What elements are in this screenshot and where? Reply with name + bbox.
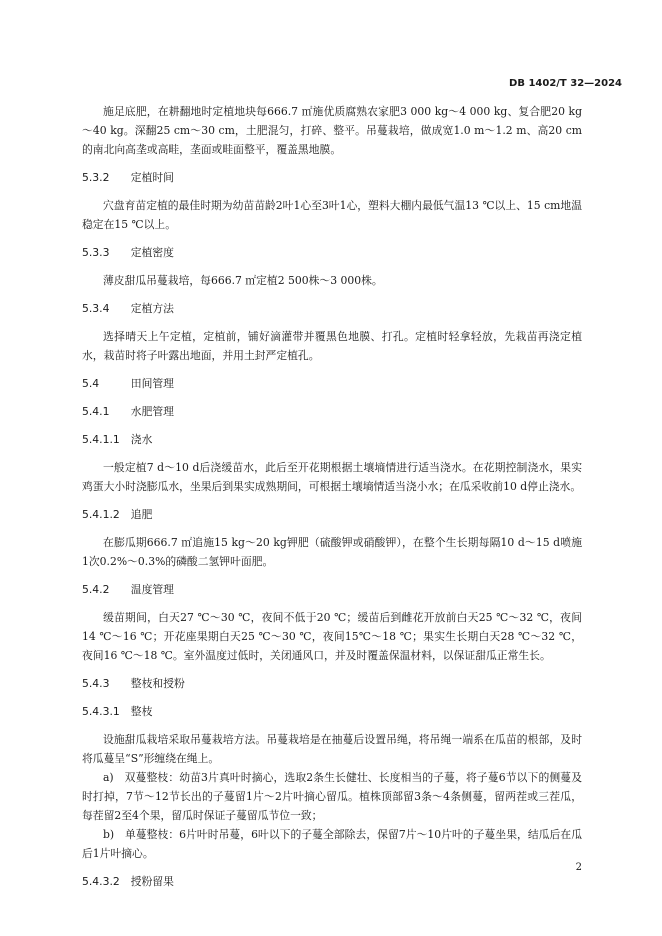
section-title: 温度管理 <box>130 583 174 596</box>
section-title: 浇水 <box>130 433 153 446</box>
section-number: 5.4.1 <box>82 405 110 418</box>
section-heading <box>82 580 582 599</box>
page-number: 2 <box>575 862 582 873</box>
section-heading <box>82 872 582 891</box>
section-heading <box>82 674 582 693</box>
section-heading <box>82 243 582 262</box>
paragraph: 施足底肥，在耕翻地时定植地块每666.7 ㎡施优质腐熟农家肥3 000 kg～4 000 kg、复合肥20 kg～40 kg。深翻25 cm～30 cm，土肥混匀，打碎、整平。吊蔓栽培，做成宽1.0 m～1.2 m、高20 cm的南北向高垄或高畦，垄面或畦面整平，覆盖黑地膜。 <box>82 105 582 156</box>
section-heading <box>82 402 582 421</box>
section-heading <box>82 505 582 524</box>
section-title: 田间管理 <box>130 377 174 390</box>
section-title: 定植方法 <box>130 302 174 315</box>
section-heading <box>82 430 582 449</box>
section-number: 5.4.2 <box>82 583 110 596</box>
paragraph: 缓苗期间，白天27 ℃～30 ℃，夜间不低于20 ℃；缓苗后到雌花开放前白天25 ℃～32 ℃，夜间14 ℃～16 ℃；开花座果期白天25 ℃～30 ℃，夜间15℃～18 ℃；果实生长期白天28 ℃～32 ℃，夜间16 ℃～18 ℃。室外温度过低时，关闭通风口，并及时覆盖保温材料，以保证甜瓜正常生长。 <box>82 611 582 662</box>
section-title: 整枝 <box>130 705 153 718</box>
section-title: 定植密度 <box>130 246 174 259</box>
section-title: 授粉留果 <box>130 875 174 888</box>
paragraph: 穴盘育苗定植的最佳时期为幼苗苗龄2叶1心至3叶1心，塑料大棚内最低气温13 ℃以上、15 cm地温稳定在15 ℃以上。 <box>82 199 582 231</box>
section-number: 5.3.4 <box>82 302 110 315</box>
paragraph: 设施甜瓜栽培采取吊蔓栽培方法。吊蔓栽培是在抽蔓后设置吊绳，将吊绳一端系在瓜苗的根部，及时将瓜蔓呈“S”形缠绕在绳上。 <box>82 733 582 765</box>
section-title: 整枝和授粉 <box>130 677 185 690</box>
section-heading <box>82 299 582 318</box>
section-number: 5.4.1.1 <box>82 433 120 446</box>
section-heading <box>82 702 582 721</box>
paragraph: 在膨瓜期666.7 ㎡追施15 kg～20 kg钾肥（硫酸钾或硝酸钾），在整个生长期每隔10 d～15 d喷施1次0.2%～0.3%的磷酸二氢钾叶面肥。 <box>82 536 582 568</box>
section-number: 5.4.1.2 <box>82 508 120 521</box>
section-number: 5.4.3.1 <box>82 705 120 718</box>
list-item: a) 双蔓整枝：幼苗3片真叶时摘心，选取2条生长健壮、长度相当的子蔓，将子蔓6节以下的侧蔓及时打掉，7节～12节长出的子蔓留1片～2片叶摘心留瓜。植株顶部留3条～4条侧蔓，留两茬或三茬瓜，每茬留2至4个果，留瓜时保证子蔓留瓜节位一致； <box>82 771 582 822</box>
section-number: 5.4.3 <box>82 677 110 690</box>
section-number: 5.4.3.2 <box>82 875 120 888</box>
section-number: 5.3.3 <box>82 246 110 259</box>
section-title: 水肥管理 <box>130 405 174 418</box>
document-code: DB 1402/T 32—2024 <box>509 78 622 89</box>
list-item: b) 单蔓整枝：6片叶时吊蔓，6叶以下的子蔓全部除去，保留7片～10片叶的子蔓坐果，结瓜后在瓜后1片叶摘心。 <box>82 828 582 860</box>
paragraph: 选择晴天上午定植，定植前，铺好滴灌带并覆黑色地膜、打孔。定植时轻拿轻放，先栽苗再浇定植水，栽苗时将子叶露出地面，并用土封严定植孔。 <box>82 330 582 362</box>
paragraph: 一般定植7 d～10 d后浇缓苗水，此后至开花期根据土壤墒情进行适当浇水。在花期控制浇水，果实鸡蛋大小时浇膨瓜水，坐果后到果实成熟期间，可根据土壤墒情适当浇小水；在瓜采收前10 d停止浇水。 <box>82 461 582 493</box>
section-heading <box>82 374 582 393</box>
section-heading <box>82 168 582 187</box>
section-title: 定植时间 <box>130 171 174 184</box>
section-title: 追肥 <box>130 508 153 521</box>
document-body <box>82 102 582 891</box>
paragraph: 薄皮甜瓜吊蔓栽培，每666.7 ㎡定植2 500株～3 000株。 <box>103 274 383 287</box>
section-number: 5.3.2 <box>82 171 110 184</box>
section-number: 5.4 <box>82 377 100 390</box>
